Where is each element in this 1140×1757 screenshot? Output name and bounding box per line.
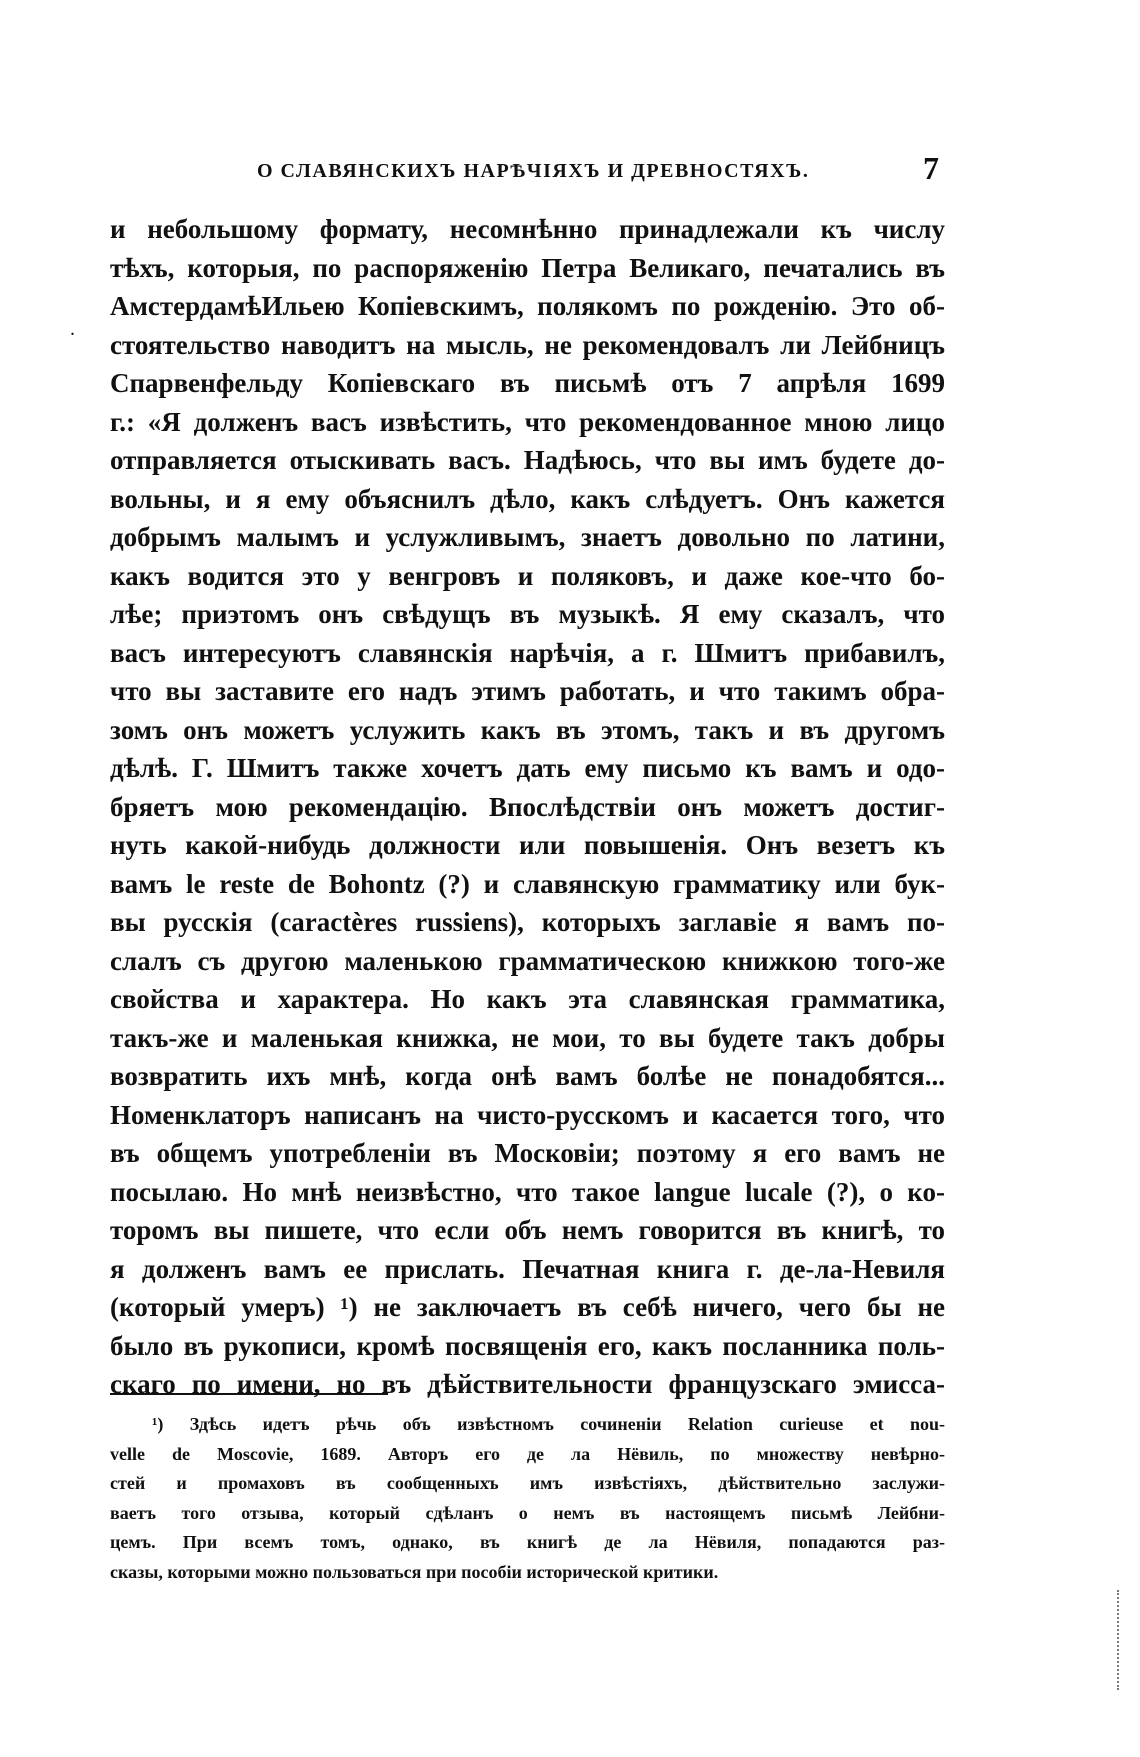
footnote-divider: [110, 1393, 388, 1395]
text-line: отправляется отыскивать васъ. Надѣюсь, что вы имъ будете до-: [110, 445, 945, 475]
text-line: АмстердамѣИльею Копіевскимъ, полякомъ по рожденію. Это об-: [110, 291, 945, 321]
footnote-line: сказы, которыми можно пользоваться при пособіи исторической критики.: [110, 1561, 719, 1582]
text-line: васъ интересуютъ славянскія нарѣчія, а г. Шмитъ прибавилъ,: [110, 637, 945, 668]
text-line: посылаю. Но мнѣ неизвѣстно, что такое langue lucale (?), о ко-: [110, 1176, 945, 1207]
text-line: я долженъ вамъ ее прислать. Печатная книга г. де-ла-Невиля: [110, 1253, 945, 1284]
text-line: Номенклаторъ написанъ на чисто-русскомъ и касается того, что: [110, 1099, 945, 1130]
text-line: что вы заставите его надъ этимъ работать, и что такимъ обра-: [110, 676, 945, 706]
text-line: и небольшому формату, несомнѣнно принадлежали къ числу: [110, 214, 945, 244]
page-header: [110, 150, 945, 190]
body-text: [110, 210, 945, 1404]
footnotes: [110, 1410, 945, 1587]
page-number: 7: [923, 150, 939, 186]
text-line: какъ водится это у венгровъ и поляковъ, и даже кое-что бо-: [110, 560, 945, 591]
running-title: О СЛАВЯНСКИХЪ НАРѢЧІЯХЪ И ДРЕВНОСТЯХЪ.: [257, 160, 810, 182]
footnote-line: стей и промаховъ въ сообщенныхъ имъ извѣстіяхъ, дѣйствительно заслужи-: [110, 1473, 945, 1493]
text-line: дѣлѣ. Г. Шмитъ также хочетъ дать ему письмо къ вамъ и одо-: [110, 753, 945, 783]
text-line: нуть какой-нибудь должности или повышенія. Онъ везетъ къ: [110, 830, 945, 860]
text-line: скаго по имени, но въ дѣйствительности французскаго эмисса-: [110, 1369, 945, 1399]
text-line: (который умеръ) ¹) не заключаетъ въ себѣ ничего, чего бы не: [110, 1292, 945, 1322]
text-line: въ общемъ употребленіи въ Московіи; поэтому я его вамъ не: [110, 1138, 945, 1168]
text-line: вамъ le reste de Bohontz (?) и славянскую грамматику или бук-: [110, 868, 945, 899]
margin-dot: .: [70, 318, 75, 340]
text-line: Спарвенфельду Копіевскаго въ письмѣ отъ 7 апрѣля 1699: [110, 368, 945, 398]
text-line: было въ рукописи, кромѣ посвященія его, какъ посланника поль-: [110, 1330, 945, 1361]
text-line: свойства и характера. Но какъ эта славянская грамматика,: [110, 984, 945, 1014]
text-line: торомъ вы пишете, что если объ немъ говорится въ книгѣ, то: [110, 1215, 945, 1245]
text-line: бряетъ мою рекомендацію. Впослѣдствіи онъ можетъ достиг-: [110, 791, 945, 822]
text-line: тѣхъ, которыя, по распоряженію Петра Великаго, печатались въ: [110, 252, 945, 283]
text-line: добрымъ малымъ и услужливымъ, знаетъ довольно по латини,: [110, 522, 945, 552]
text-line: стоятельство наводитъ на мысль, не рекомендовалъ ли Лейбницъ: [110, 329, 945, 360]
text-line: возвратить ихъ мнѣ, когда онѣ вамъ болѣе не понадобятся...: [110, 1061, 945, 1091]
text-line: вы русскія (caractères russiens), которыхъ заглавіе я вамъ по-: [110, 907, 945, 937]
scan-edge-marks: [1117, 1590, 1122, 1690]
footnote-line: цемъ. При всемъ томъ, однако, въ книгѣ де ла Нёвиля, попадаются раз-: [110, 1532, 945, 1552]
text-line: лѣе; приэтомъ онъ свѣдущъ въ музыкѣ. Я ему сказалъ, что: [110, 599, 945, 629]
text-line: вольны, и я ему объяснилъ дѣло, какъ слѣдуетъ. Онъ кажется: [110, 483, 945, 514]
footnote-line: velle de Moscovie, 1689. Авторъ его де ла Нёвиль, по множеству невѣрно-: [110, 1443, 945, 1464]
text-line: слалъ съ другою маленькою грамматическою книжкою того-же: [110, 945, 945, 976]
text-line: г.: «Я долженъ васъ извѣстить, что рекомендованное мною лицо: [110, 406, 945, 437]
footnote-line: ¹) Здѣсь идетъ рѣчь объ извѣстномъ сочиненіи Relation curieuse et nou-: [152, 1414, 945, 1434]
footnote-line: ваетъ того отзыва, который сдѣланъ о немъ въ настоящемъ письмѣ Лейбни-: [110, 1502, 945, 1523]
text-line: зомъ онъ можетъ услужить какъ въ этомъ, такъ и въ другомъ: [110, 714, 945, 745]
text-line: такъ-же и маленькая книжка, не мои, то вы будете такъ добры: [110, 1022, 945, 1053]
